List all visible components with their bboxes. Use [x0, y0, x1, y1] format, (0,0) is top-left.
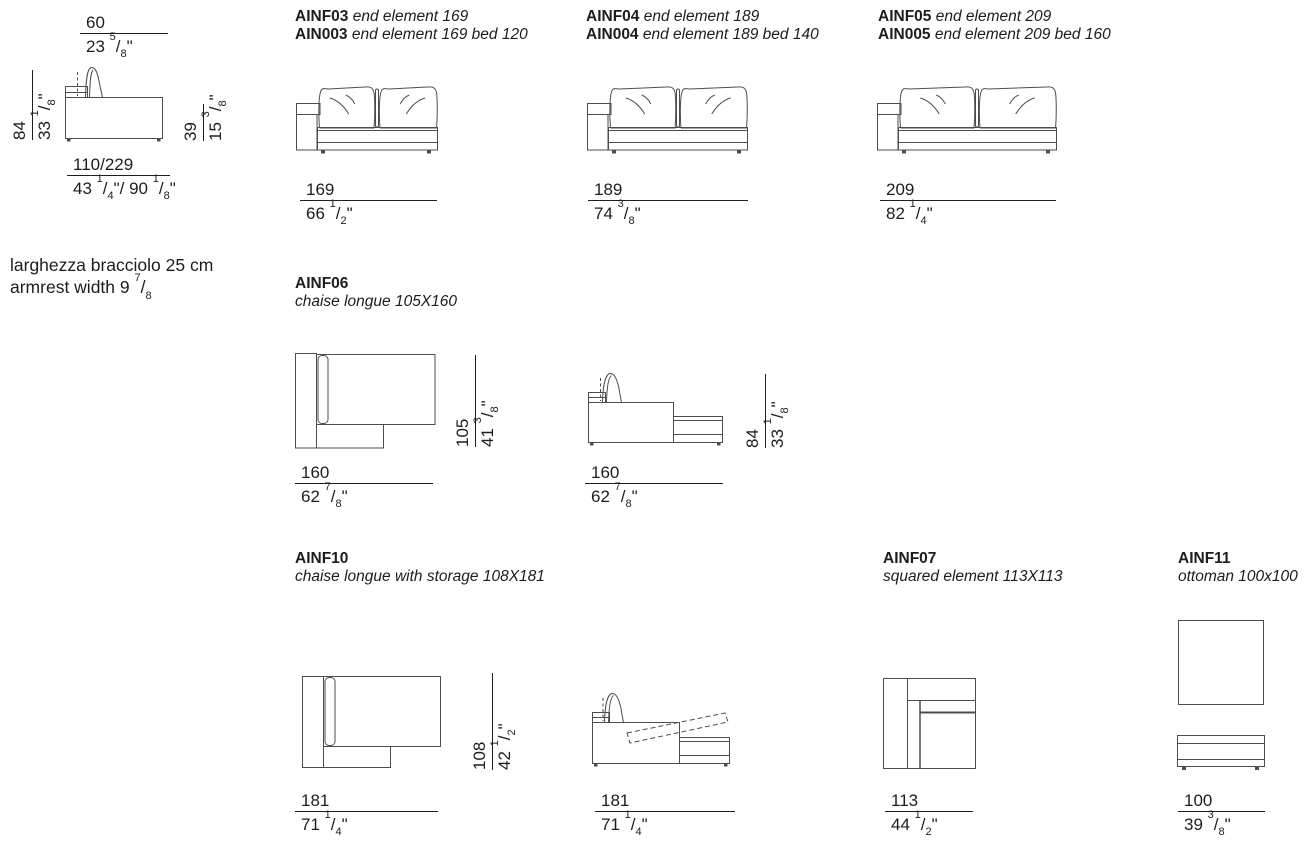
dim-ainf04-width: [588, 180, 748, 228]
dim-inch: 23 $^5/_8$": [86, 31, 133, 61]
chaise-storage-side-view-drawing: [590, 686, 735, 768]
dim-cm: 105: [453, 418, 472, 447]
dimension-line: [492, 673, 493, 770]
end-element-front-drawing-ainf05: [877, 84, 1058, 156]
product-description: squared element 113X113: [883, 568, 1063, 585]
dimension-line: [595, 811, 735, 812]
dim-inch: 71 $^1/_4$": [601, 809, 648, 839]
product-description: end element 209 bed 160: [934, 26, 1111, 43]
dimension-line: [32, 70, 33, 140]
sofa-side-view-drawing: [63, 64, 167, 144]
ottoman-side-view-drawing: [1177, 735, 1267, 772]
dim-inch: 39 $^3/_8$": [1184, 809, 1231, 839]
end-element-front-drawing-ainf04: [587, 84, 749, 156]
product-description: end element 209: [935, 8, 1052, 25]
dim-inch: 71 $^1/_4$": [301, 809, 348, 839]
dim-cm: 113: [891, 791, 919, 810]
dim-ainf07-width: [885, 791, 973, 839]
product-code: AIN003: [295, 26, 348, 43]
dim-inch: 15 $^3/_8$": [200, 94, 230, 141]
product-description: end element 169 bed 120: [351, 26, 528, 43]
product-header-ainf03: [295, 8, 528, 44]
dim-cm: 108: [470, 741, 489, 770]
dim-total-length: [67, 155, 176, 203]
chaise-longue-top-view-drawing: [295, 353, 441, 451]
dim-inch: 74 $^3/_8$": [594, 198, 641, 228]
dimension-line: [295, 811, 438, 812]
dim-cm: 160: [301, 463, 330, 482]
dimension-line: [80, 33, 168, 34]
product-description: end element 169: [352, 8, 469, 25]
product-code: AIN004: [586, 26, 639, 43]
dimension-line: [475, 355, 476, 447]
product-code: AINF06: [295, 275, 349, 292]
product-header-ainf05: [878, 8, 1111, 44]
product-code: AINF11: [1178, 550, 1231, 567]
dim-cm: 84: [10, 121, 29, 140]
dim-ainf06-side-width: [585, 463, 723, 511]
dim-cm: 84: [743, 429, 762, 448]
dim-inch: 33 $^1/_8$": [762, 401, 792, 448]
dim-cm: 181: [301, 791, 330, 810]
dim-armrest-depth: [80, 13, 168, 61]
product-code: AINF04: [586, 8, 640, 25]
dim-inch: 66 $^1/_2$": [306, 198, 353, 228]
product-description: chaise longue 105X160: [295, 293, 458, 310]
product-header-ainf10: [295, 550, 545, 586]
chaise-storage-top-view-drawing: [302, 675, 442, 769]
product-header-ainf04: [586, 8, 819, 44]
dim-ainf11-width: [1178, 791, 1265, 839]
note-english: armrest width 9 $^7/_8$: [10, 272, 152, 302]
dimension-line: [295, 483, 433, 484]
armrest-note: [10, 254, 214, 302]
product-header-ainf06: [295, 275, 457, 311]
dim-total-height: [10, 70, 59, 140]
product-header-ainf07: [883, 550, 1063, 586]
squared-element-top-view-drawing: [883, 678, 978, 770]
product-code: AINF03: [295, 8, 349, 25]
product-description: end element 189: [643, 8, 760, 25]
dim-cm: 160: [591, 463, 620, 482]
dimension-line: [1178, 811, 1265, 812]
dimension-line: [588, 200, 748, 201]
dim-ainf06-depth: [453, 355, 502, 447]
dim-ainf10-top-width: [295, 791, 438, 839]
product-code: AINF05: [878, 8, 932, 25]
end-element-front-drawing-ainf03: [296, 84, 439, 156]
dim-cm: 209: [886, 180, 915, 199]
dim-inch: 43 $^1/_4"/$ 90 $^1/_8$": [73, 173, 176, 203]
dim-inch: 44 $^1/_2$": [891, 809, 938, 839]
product-code: AINF10: [295, 550, 349, 567]
chaise-longue-side-view-drawing: [586, 371, 728, 449]
dim-inch: 41 $^3/_8$": [472, 400, 502, 447]
product-description: chaise longue with storage 108X181: [295, 568, 545, 585]
product-description: end element 189 bed 140: [642, 26, 819, 43]
dim-seat-height: [181, 94, 230, 141]
dim-cm: 181: [601, 791, 630, 810]
dimension-line: [203, 104, 204, 141]
product-code: AIN005: [878, 26, 931, 43]
dim-inch: 62 $^7/_8$": [301, 481, 348, 511]
dim-cm: 110/229: [73, 155, 134, 174]
dimension-line: [765, 374, 766, 448]
product-header-ainf11: [1178, 550, 1298, 586]
dim-cm: 60: [86, 13, 105, 32]
dim-ainf10-depth: [470, 673, 519, 770]
dim-cm: 169: [306, 180, 335, 199]
dim-ainf10-side-width: [595, 791, 735, 839]
dim-ainf03-width: [300, 180, 437, 228]
dimension-line: [885, 811, 973, 812]
product-description: ottoman 100x100: [1178, 568, 1298, 585]
dim-inch: 82 $^1/_4$": [886, 198, 933, 228]
dimension-line: [585, 483, 723, 484]
dimension-line: [300, 200, 437, 201]
dim-ainf06-height: [743, 374, 792, 448]
dim-cm: 100: [1184, 791, 1213, 810]
ottoman-top-view-drawing: [1178, 620, 1264, 705]
dimension-line: [880, 200, 1056, 201]
note-italian: larghezza bracciolo 25 cm: [10, 255, 214, 275]
dim-ainf06-top-width: [295, 463, 433, 511]
dim-ainf05-width: [880, 180, 1056, 228]
dim-inch: 42 $^1/_2$": [489, 723, 519, 770]
dim-inch: 62 $^7/_8$": [591, 481, 638, 511]
dim-inch: 33 $^1/_8$": [29, 93, 59, 140]
product-code: AINF07: [883, 550, 937, 567]
dim-cm: 189: [594, 180, 623, 199]
dim-cm: 39: [181, 122, 200, 141]
